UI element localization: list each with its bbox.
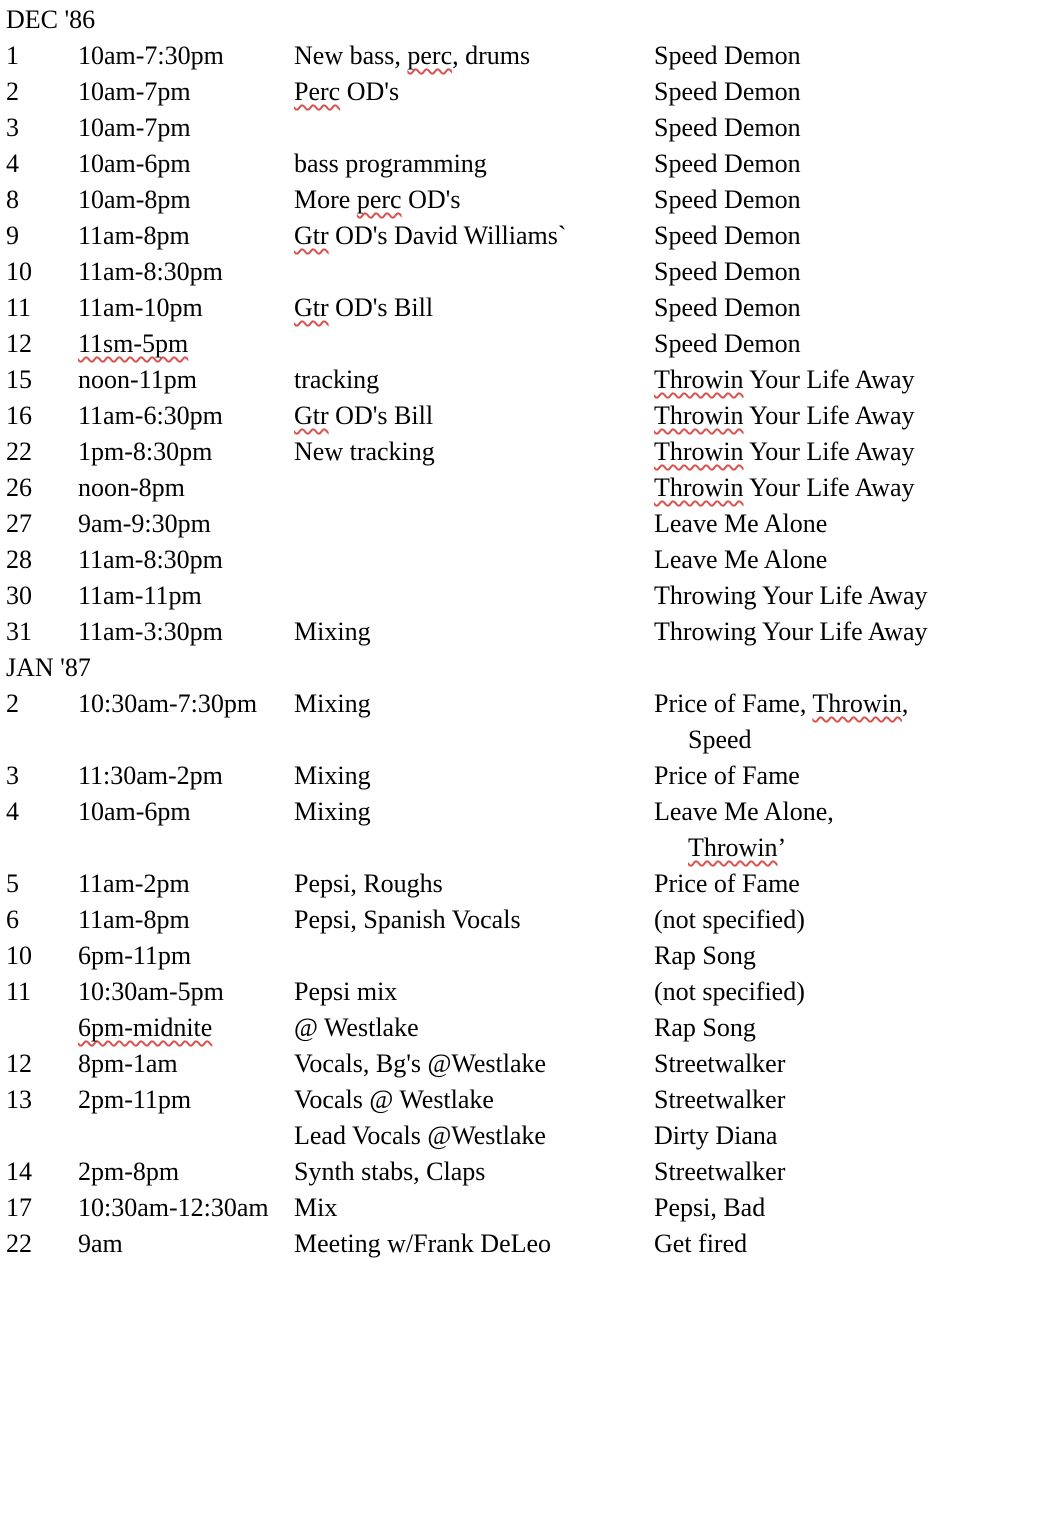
spellcheck-mark: Throwin	[688, 833, 778, 862]
session-row	[6, 1226, 1046, 1262]
session-day: 17	[6, 1193, 32, 1222]
session-row	[6, 182, 1046, 218]
spellcheck-mark: 11sm-5pm	[78, 329, 189, 358]
session-day: 11	[6, 977, 32, 1006]
session-row	[6, 686, 1046, 758]
session-song: Price of Fame, Throwin, Speed	[654, 689, 909, 754]
session-song: Speed Demon	[654, 41, 801, 70]
session-activity: Mixing	[294, 617, 371, 646]
session-song: Leave Me Alone	[654, 545, 828, 574]
session-song: Throwing Your Life Away	[654, 617, 928, 646]
session-time: 11am-8:30pm	[78, 545, 223, 574]
session-day: 16	[6, 401, 32, 430]
session-song: Speed Demon	[654, 77, 801, 106]
session-day: 4	[6, 149, 19, 178]
session-activity: Mixing	[294, 761, 371, 790]
spellcheck-mark: Gtr	[294, 293, 329, 322]
session-activity: Vocals @ Westlake	[294, 1085, 494, 1114]
session-time: noon-8pm	[78, 473, 185, 502]
session-activity: Synth stabs, Claps	[294, 1157, 486, 1186]
spellcheck-mark: Gtr	[294, 401, 329, 430]
session-song: Speed Demon	[654, 113, 801, 142]
session-activity: New bass, perc, drums	[294, 41, 531, 70]
session-time: 10am-6pm	[78, 797, 191, 826]
session-row	[6, 146, 1046, 182]
session-day: 9	[6, 221, 19, 250]
session-song: Dirty Diana	[654, 1121, 778, 1150]
session-row	[6, 1082, 1046, 1118]
session-time: 2pm-11pm	[78, 1085, 192, 1114]
session-row	[6, 1118, 1046, 1154]
session-row	[6, 758, 1046, 794]
session-song: Price of Fame	[654, 869, 800, 898]
session-day: 10	[6, 257, 32, 286]
session-row	[6, 1154, 1046, 1190]
session-song: Pepsi, Bad	[654, 1193, 766, 1222]
session-row	[6, 38, 1046, 74]
session-time: 10:30am-5pm	[78, 977, 224, 1006]
session-day: 12	[6, 329, 32, 358]
session-day: 1	[6, 41, 19, 70]
session-song: Rap Song	[654, 1013, 756, 1042]
session-time: 11am-2pm	[78, 869, 190, 898]
session-song: Speed Demon	[654, 185, 801, 214]
session-song: Throwin Your Life Away	[654, 473, 915, 502]
session-activity: Lead Vocals @Westlake	[294, 1121, 546, 1150]
session-time: 11am-10pm	[78, 293, 203, 322]
session-row	[6, 1190, 1046, 1226]
session-activity: tracking	[294, 365, 380, 394]
session-time	[78, 1010, 212, 1046]
session-song: Price of Fame	[654, 761, 800, 790]
session-row	[6, 290, 1046, 326]
session-activity: bass programming	[294, 149, 487, 178]
session-row	[6, 218, 1046, 254]
session-day: 26	[6, 473, 32, 502]
session-time: 10am-7:30pm	[78, 41, 224, 70]
spellcheck-mark: Perc	[294, 77, 341, 106]
session-row	[6, 470, 1046, 506]
session-day: 27	[6, 509, 32, 538]
session-time: 10:30am-12:30am	[78, 1193, 269, 1222]
session-day: 30	[6, 581, 32, 610]
spellcheck-mark: Throwin	[654, 473, 744, 502]
session-song: Speed Demon	[654, 149, 801, 178]
session-row	[6, 74, 1046, 110]
session-time: 11am-11pm	[78, 581, 202, 610]
session-row	[6, 398, 1046, 434]
session-day: 11	[6, 293, 32, 322]
session-time: 11am-6:30pm	[78, 401, 223, 430]
session-song: Throwin Your Life Away	[654, 437, 915, 466]
session-song: Speed Demon	[654, 293, 801, 322]
spellcheck-mark: Throwin	[654, 437, 744, 466]
session-activity: Gtr OD's Bill	[294, 293, 434, 322]
session-row	[6, 542, 1046, 578]
month-header: JAN '87	[6, 653, 91, 682]
session-time: 1pm-8:30pm	[78, 437, 213, 466]
session-row	[6, 1046, 1046, 1082]
session-song: Speed Demon	[654, 257, 801, 286]
session-day: 5	[6, 869, 19, 898]
session-day: 8	[6, 185, 19, 214]
spellcheck-mark: Gtr	[294, 221, 329, 250]
session-time: 10am-7pm	[78, 113, 191, 142]
session-row	[6, 1010, 1046, 1046]
session-time: 11am-8pm	[78, 221, 190, 250]
session-row	[6, 434, 1046, 470]
session-time: 10:30am-7:30pm	[78, 689, 258, 718]
session-row	[6, 578, 1046, 614]
spellcheck-mark: perc	[356, 185, 402, 214]
session-time: 6pm-11pm	[78, 941, 192, 970]
session-time: noon-11pm	[78, 365, 197, 394]
session-row	[6, 614, 1046, 650]
session-song: Rap Song	[654, 941, 756, 970]
session-row	[6, 110, 1046, 146]
session-song: Streetwalker	[654, 1157, 786, 1186]
session-song: Throwin Your Life Away	[654, 365, 915, 394]
session-row	[6, 254, 1046, 290]
session-time: 8pm-1am	[78, 1049, 178, 1078]
session-row	[6, 902, 1046, 938]
spellcheck-mark: 6pm-midnite	[78, 1013, 213, 1042]
session-activity: Gtr OD's Bill	[294, 401, 434, 430]
session-day: 13	[6, 1085, 32, 1114]
session-time: 9am	[78, 1229, 123, 1258]
session-row	[6, 362, 1046, 398]
session-activity: Meeting w/Frank DeLeo	[294, 1229, 552, 1258]
session-activity: Pepsi, Roughs	[294, 869, 443, 898]
session-activity: Mix	[294, 1193, 338, 1222]
session-song: Streetwalker	[654, 1049, 786, 1078]
session-song: Streetwalker	[654, 1085, 786, 1114]
month-header: DEC '86	[6, 5, 96, 34]
session-row	[6, 974, 1046, 1010]
session-row	[6, 866, 1046, 902]
session-day: 3	[6, 761, 19, 790]
session-activity: Vocals, Bg's @Westlake	[294, 1049, 547, 1078]
session-song: Speed Demon	[654, 221, 801, 250]
session-song: Leave Me Alone, Throwin’	[654, 797, 834, 862]
session-day: 22	[6, 1229, 32, 1258]
session-song: Speed Demon	[654, 329, 801, 358]
session-day: 2	[6, 689, 19, 718]
session-song: Leave Me Alone	[654, 509, 828, 538]
session-day: 2	[6, 77, 19, 106]
session-day: 6	[6, 905, 19, 934]
session-time	[78, 326, 188, 362]
spellcheck-mark: Throwin	[654, 365, 744, 394]
session-activity: Perc OD's	[294, 77, 400, 106]
session-activity: Pepsi, Spanish Vocals	[294, 905, 521, 934]
session-song: Throwin Your Life Away	[654, 401, 915, 430]
session-day: 22	[6, 437, 32, 466]
spellcheck-mark: Throwin	[654, 401, 744, 430]
session-day: 4	[6, 797, 19, 826]
session-time: 11am-8:30pm	[78, 257, 223, 286]
session-row	[6, 506, 1046, 542]
session-activity: More perc OD's	[294, 185, 461, 214]
session-day: 31	[6, 617, 32, 646]
session-day: 15	[6, 365, 32, 394]
session-time: 10am-8pm	[78, 185, 191, 214]
session-time: 11:30am-2pm	[78, 761, 223, 790]
session-time: 11am-3:30pm	[78, 617, 223, 646]
session-activity: Mixing	[294, 689, 371, 718]
session-time: 11am-8pm	[78, 905, 190, 934]
session-day: 3	[6, 113, 19, 142]
session-activity: New tracking	[294, 437, 435, 466]
spellcheck-mark: Throwin	[812, 689, 902, 718]
session-time: 10am-7pm	[78, 77, 191, 106]
session-time: 2pm-8pm	[78, 1157, 180, 1186]
session-activity: Mixing	[294, 797, 371, 826]
session-activity: Gtr OD's David Williams`	[294, 221, 567, 250]
session-row	[6, 794, 1046, 866]
session-row	[6, 938, 1046, 974]
session-day: 14	[6, 1157, 32, 1186]
session-time: 9am-9:30pm	[78, 509, 211, 538]
spellcheck-mark: perc	[407, 41, 453, 70]
session-activity: @ Westlake	[294, 1013, 419, 1042]
session-song: Throwing Your Life Away	[654, 581, 928, 610]
session-day: 28	[6, 545, 32, 574]
session-day: 12	[6, 1049, 32, 1078]
session-song: (not specified)	[654, 905, 805, 934]
session-song: Get fired	[654, 1229, 748, 1258]
session-activity: Pepsi mix	[294, 977, 398, 1006]
session-log-document	[6, 2, 1046, 1262]
session-day: 10	[6, 941, 32, 970]
session-row	[6, 326, 1046, 362]
session-song: (not specified)	[654, 977, 805, 1006]
session-time: 10am-6pm	[78, 149, 191, 178]
